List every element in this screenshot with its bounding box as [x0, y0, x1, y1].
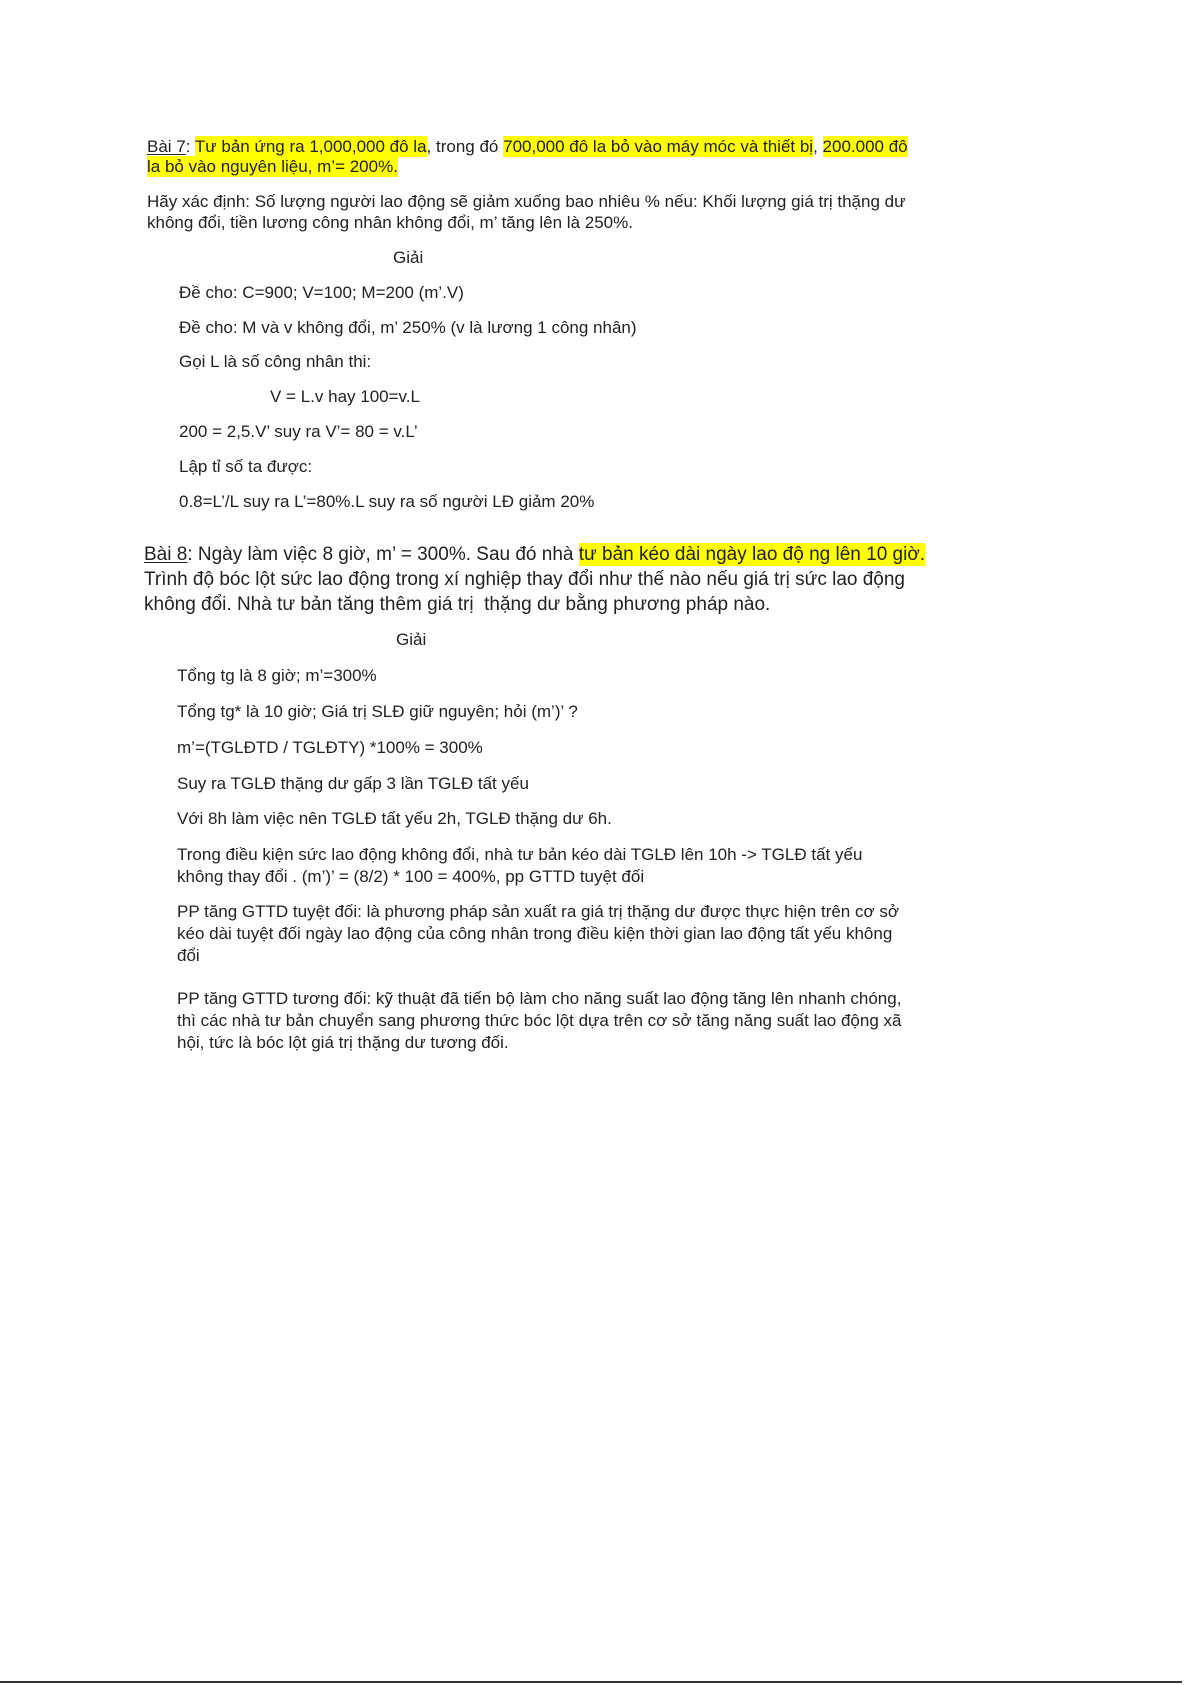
problem-8-solution-line: Suy ra TGLĐ thặng dư gấp 3 lần TGLĐ tất yếu	[177, 774, 529, 793]
problem-8-solution-line: Với 8h làm việc nên TGLĐ tất yếu 2h, TGLĐ thặng dư 6h.	[177, 809, 612, 828]
problem-8-solution-line: kéo dài tuyệt đối ngày lao động của công nhân trong điều kiện thời gian lao động tất yếu không	[177, 924, 893, 943]
statement-text: ,	[813, 137, 823, 156]
problem-8-title: Bài 8	[144, 544, 188, 565]
problem-8-solution-line: hội, tức là bóc lột giá trị thặng dư tương đối.	[177, 1033, 509, 1052]
problem-7-solution-line: Lập tỉ số ta được:	[179, 457, 313, 476]
problem-8-statement-line-3: không đổi. Nhà tư bản tăng thêm giá trị thặng dư bằng phương pháp nào.	[144, 594, 771, 615]
problem-7-statement-line-1	[147, 136, 908, 157]
problem-8-solution-line: Tổng tg* là 10 giờ; Giá trị SLĐ giữ nguyên; hỏi (m’)’ ?	[177, 702, 578, 721]
statement-text: : Ngày làm việc 8 giờ, m’ = 300%. Sau đó nhà	[187, 544, 579, 565]
problem-8-statement-line-1	[144, 542, 925, 567]
problem-7-statement-line-2	[147, 156, 398, 177]
problem-8-solution-line: PP tăng GTTD tuyệt đối: là phương pháp sản xuất ra giá trị thặng dư được thực hiện trên cơ sở	[177, 902, 900, 921]
problem-8-solution-heading: Giải	[396, 630, 427, 649]
problem-8-solution-line: đổi	[177, 946, 200, 965]
problem-7-solution-line: 200 = 2,5.V’ suy ra V’= 80 = v.L’	[179, 422, 418, 441]
problem-7-title: Bài 7	[147, 137, 186, 156]
problem-7-solution-line: 0.8=L’/L suy ra L’=80%.L suy ra số người LĐ giảm 20%	[179, 492, 595, 511]
problem-8-statement-line-2: Trình độ bóc lột sức lao động trong xí nghiệp thay đổi như thế nào nếu giá trị sức lao động	[144, 569, 905, 590]
problem-7-solution-line: V = L.v hay 100=v.L	[270, 387, 420, 406]
page-bottom-rule	[0, 1681, 1182, 1683]
problem-7-solution-line: Đề cho: C=900; V=100; M=200 (m’.V)	[179, 283, 464, 302]
problem-8-solution-line: PP tăng GTTD tương đối: kỹ thuật đã tiến bộ làm cho năng suất lao động tăng lên nhanh chóng,	[177, 989, 902, 1008]
statement-text: , trong đó	[426, 137, 504, 156]
highlighted-text: la bỏ vào nguyên liệu, m’= 200%.	[147, 157, 398, 176]
statement-text: :	[185, 137, 195, 156]
problem-7-solution-line: Đề cho: M và v không đổi, m’ 250% (v là lương 1 công nhân)	[179, 318, 637, 337]
highlighted-text: Tư bản ứng ra 1,000,000 đô la	[194, 137, 427, 156]
problem-7-question-line: không đổi, tiền lương công nhân không đổi, m’ tăng lên là 250%.	[147, 213, 633, 232]
problem-7-solution-line: Gọi L là số công nhân thi:	[179, 352, 372, 371]
highlighted-text: 700,000 đô la bỏ vào máy móc và thiết bị	[503, 137, 814, 156]
problem-7-solution-heading: Giải	[393, 248, 424, 267]
problem-8-solution-line: Tổng tg là 8 giờ; m’=300%	[177, 666, 377, 685]
problem-7-question-line: Hãy xác định: Số lượng người lao động sẽ giảm xuống bao nhiêu % nếu: Khối lượng giá trị thặng dư	[147, 192, 906, 211]
problem-8-solution-line: m’=(TGLĐTD / TGLĐTY) *100% = 300%	[177, 738, 483, 757]
highlighted-text: tư bản kéo dài ngày lao độ ng lên 10 giờ.	[578, 544, 926, 565]
problem-8-solution-line: không thay đổi . (m’)’ = (8/2) * 100 = 400%, pp GTTD tuyệt đối	[177, 867, 645, 886]
highlighted-text: 200.000 đô	[822, 137, 908, 156]
problem-8-solution-line: thì các nhà tư bản chuyển sang phương thức bóc lột dựa trên cơ sở tăng năng suất lao động xã	[177, 1011, 902, 1030]
problem-8-solution-line: Trong điều kiện sức lao động không đổi, nhà tư bản kéo dài TGLĐ lên 10h -> TGLĐ tất yếu	[177, 845, 863, 864]
